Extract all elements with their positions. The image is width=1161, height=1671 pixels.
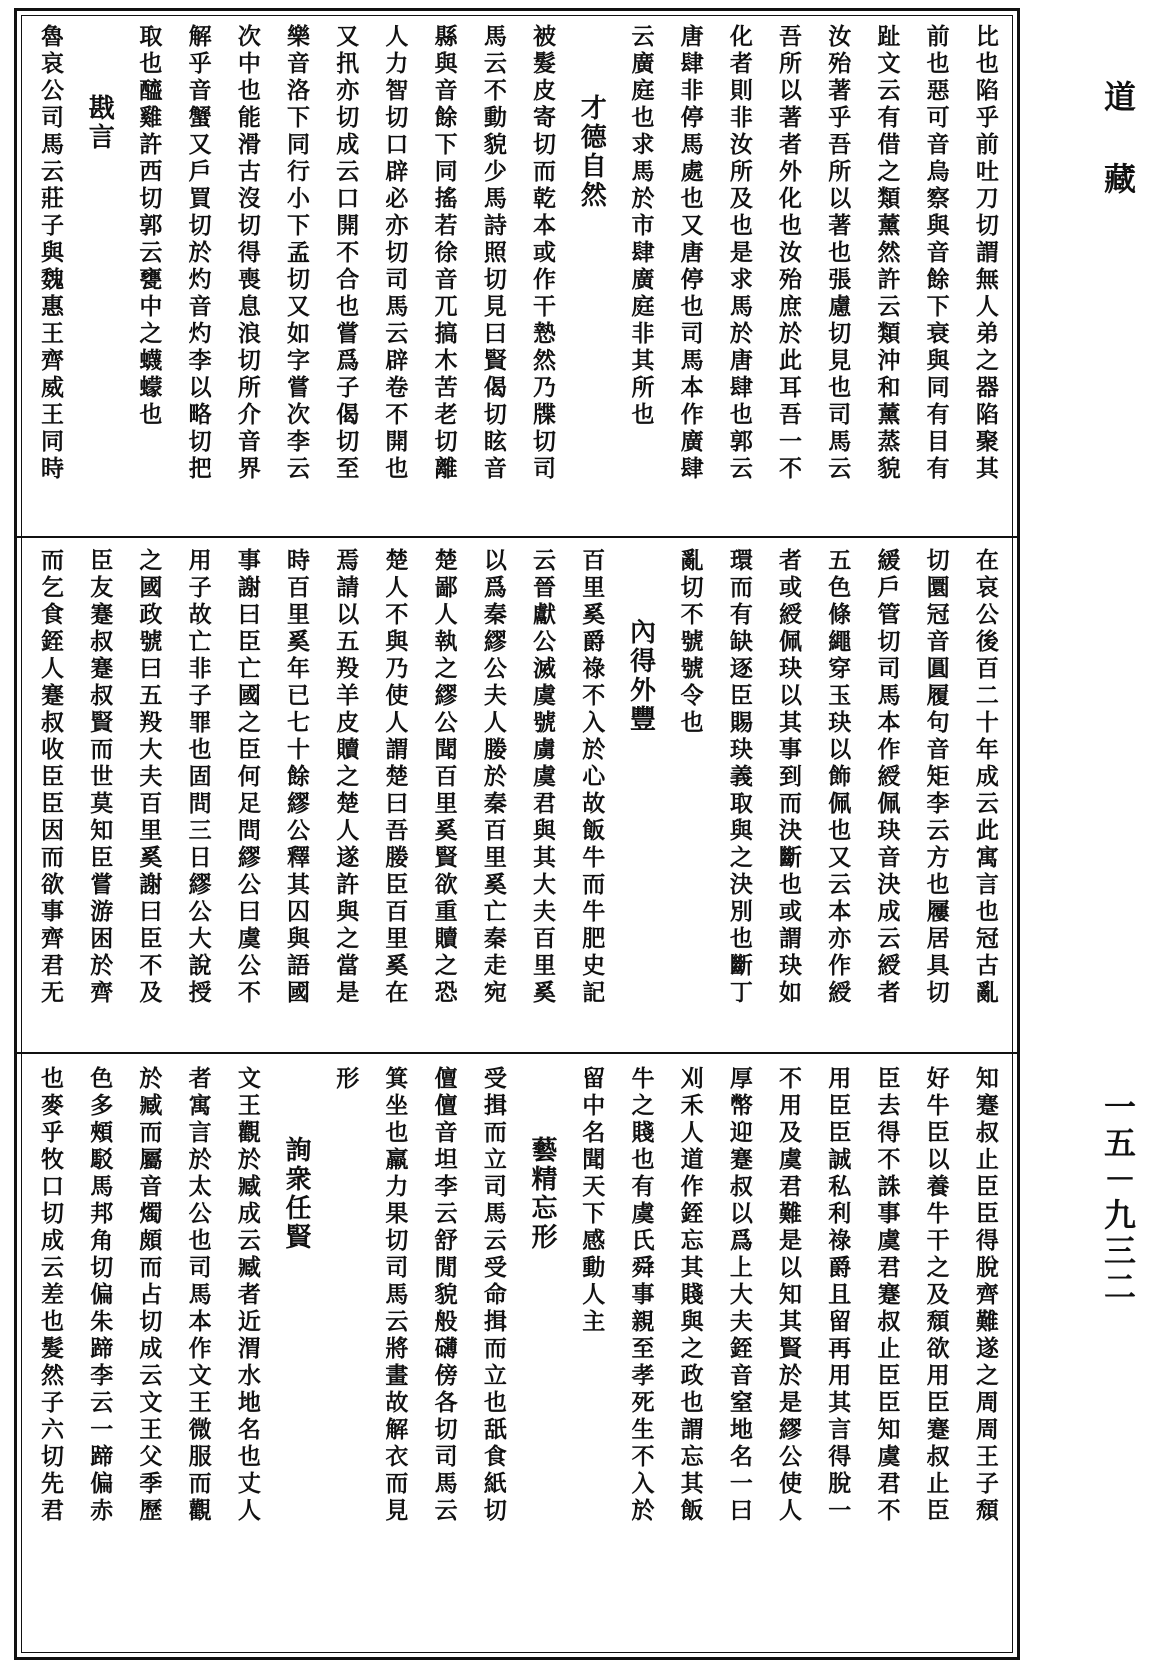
text-column: 楚人不與乃使人謂楚曰吾媵臣百里奚在 <box>381 548 409 1007</box>
text-column: 好牛臣以養牛干之及頹欲用臣蹇叔止臣 <box>922 1066 950 1525</box>
text-column: 人力智切口辟必亦切司馬云辟卷不開也 <box>381 24 409 483</box>
text-panel-bottom <box>30 1066 1005 1646</box>
text-column: 切圜冠音圓履句音矩李云方也屨居具切 <box>922 548 950 1007</box>
text-column: 形 <box>332 1066 360 1093</box>
text-column: 樂音洛下同行小下孟切又如字嘗次李云 <box>283 24 311 483</box>
text-column: 云晉獻公滅虞號虜虞君與其大夫百里奚 <box>529 548 557 1007</box>
text-column: 楚鄙人執之繆公聞百里奚賢欲重贖之恐 <box>430 548 458 1007</box>
text-column: 臣去得不誅事虞君蹇叔止臣臣知虞君不 <box>873 1066 901 1525</box>
text-column: 色多頰駁馬邦角切偏朱蹄李云一蹄偏赤 <box>86 1066 114 1525</box>
text-column: 詢衆任賢 <box>281 1136 312 1252</box>
text-column: 被髮皮寄切而乾本或作干慹然乃牒切司 <box>529 24 557 483</box>
text-column: 以爲秦繆公夫人媵於秦百里奚亡秦走宛 <box>479 548 507 1007</box>
text-column: 次中也能滑古沒切得喪息浪切所介音界 <box>233 24 261 483</box>
text-column: 緩戶管切司馬本作綬佩玦音決成云綬者 <box>873 548 901 1007</box>
page-number: 一五－九三二 <box>1099 1090 1137 1306</box>
collection-label: 道藏 <box>1099 80 1137 244</box>
text-column: 之國政號曰五羖大夫百里奚謝曰臣不及 <box>135 548 163 1007</box>
text-column: 才德自然 <box>576 94 607 210</box>
text-column: 百里奚爵祿不入於心故飯牛而牛肥史記 <box>578 548 606 1007</box>
text-column: 知蹇叔止臣臣得脫齊難遂之周周王子頹 <box>971 1066 999 1525</box>
text-column: 在哀公後百二十年成云此寓言也冠古亂 <box>971 548 999 1007</box>
text-column: 藝精忘形 <box>527 1136 558 1252</box>
text-column: 不用及虞君難是以知其賢於是繆公使人 <box>775 1066 803 1525</box>
text-column: 前也惡可音烏察與音餘下衰與同有目有 <box>922 24 950 483</box>
text-column: 留中名聞天下感動人主 <box>578 1066 606 1336</box>
text-column: 云廣庭也求馬於市肆廣庭非其所也 <box>627 24 655 429</box>
text-column: 又扟亦切成云口開不合也嘗爲子偈切至 <box>332 24 360 483</box>
text-column: 吾所以著者外化也汝殆庶於此耳吾一不 <box>775 24 803 483</box>
text-column: 內得外豐 <box>625 618 656 734</box>
text-column: 牛之賤也有虞氏舜事親至孝死生不入於 <box>627 1066 655 1525</box>
text-column: 臣友蹇叔蹇叔賢而世莫知臣嘗游困於齊 <box>86 548 114 1007</box>
text-column: 於臧而屬音燭頗而占切成云文王父季歷 <box>135 1066 163 1525</box>
text-column: 趾文云有借之類薰然許云類沖和薰蒸貌 <box>873 24 901 483</box>
text-column: 魯哀公司馬云莊子與魏惠王齊威王同時 <box>37 24 64 483</box>
text-column: 環而有缺逐臣賜玦義取與之決別也斷丁 <box>725 548 753 1007</box>
text-column: 時百里奚年已七十餘繆公釋其囚與語國 <box>283 548 311 1007</box>
text-column: 者寓言於太公也司馬本作文王微服而觀 <box>184 1066 212 1525</box>
text-column: 箕坐也羸力果切司馬云將畫故解衣而見 <box>381 1066 409 1525</box>
text-column: 化者則非汝所及也是求馬於唐肆也郭云 <box>725 24 753 483</box>
text-column: 戡言 <box>84 94 115 152</box>
text-column: 文王觀於臧成云臧者近渭水地名也丈人 <box>233 1066 261 1525</box>
text-column: 焉請以五羖羊皮贖之楚人遂許與之當是 <box>332 548 360 1007</box>
text-column: 事謝曰臣亡國之臣何足問繆公曰虞公不 <box>233 548 261 1007</box>
text-column: 而乞食銍人蹇叔收臣臣因而欲事齊君无 <box>37 548 64 1007</box>
text-column: 儃儃音坦李云舒閒貌般礴傍各切司馬云 <box>430 1066 458 1525</box>
text-column: 取也醯雞許西切郭云甕中之蠛蠓也 <box>135 24 163 429</box>
text-column: 解乎音蟹又戶買切於灼音灼李以略切把 <box>184 24 212 483</box>
text-column: 縣與音餘下同搖若徐音兀搞木苦老切離 <box>430 24 458 483</box>
text-column: 用臣臣誠私利祿爵且留再用其言得脫一 <box>824 1066 852 1525</box>
text-column: 也麥乎牧口切成云差也髮然子六切先君 <box>37 1066 64 1525</box>
text-column: 刈禾人道作銍忘其賤與之政也謂忘其飯 <box>676 1066 704 1525</box>
panel-divider-1 <box>14 536 1020 538</box>
text-column: 汝殆著乎吾所以著也張慮切見也司馬云 <box>824 24 852 483</box>
text-column: 五色條繩穿玉玦以飾佩也又云本亦作綬 <box>824 548 852 1007</box>
text-panel-middle <box>30 548 1005 1048</box>
text-column: 亂切不號號令也 <box>676 548 704 737</box>
text-column: 者或綬佩玦以其事到而決斷也或謂玦如 <box>775 548 803 1007</box>
text-column: 唐肆非停馬處也又唐停也司馬本作廣肆 <box>676 24 704 483</box>
text-panel-top <box>30 24 1005 529</box>
panel-divider-2 <box>14 1052 1020 1054</box>
text-column: 厚幣迎蹇叔以爲上大夫銍音窒地名一曰 <box>725 1066 753 1525</box>
text-column: 馬云不動貌少馬詩照切見曰賢偈切眩音 <box>479 24 507 483</box>
text-column: 用子故亡非子罪也固問三日繆公大說授 <box>184 548 212 1007</box>
text-column: 比也陷乎前吐刀切謂無人弟之器陷聚其 <box>971 24 999 483</box>
text-column: 受揖而立司馬云受命揖而立也舐食紙切 <box>479 1066 507 1525</box>
